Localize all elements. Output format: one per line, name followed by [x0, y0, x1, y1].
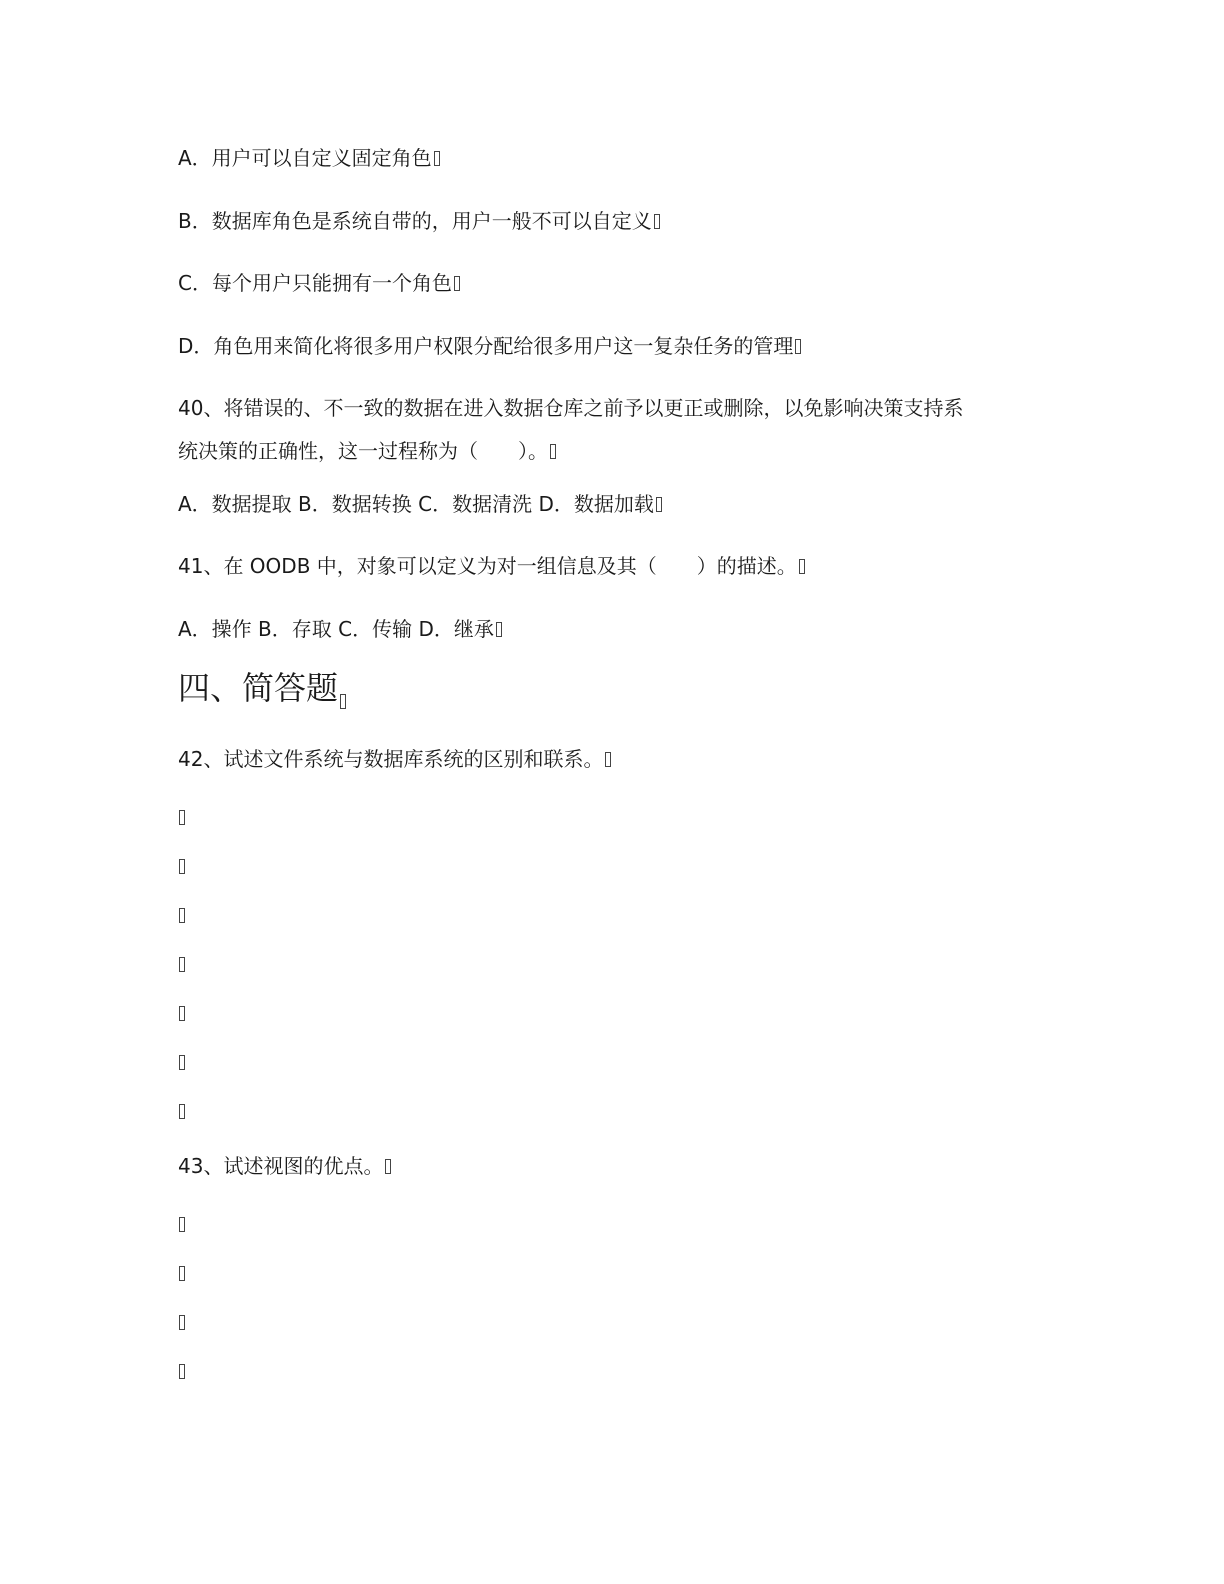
q39-option-b: B．数据库角色是系统自带的，用户一般不可以自定义 [178, 207, 660, 235]
q39-option-a: A．用户可以自定义固定角色 [178, 144, 440, 172]
paragraph-mark-icon [454, 276, 460, 291]
paragraph-mark-icon [799, 559, 805, 574]
paragraph-mark-icon [434, 151, 440, 166]
q39-option-c: C．每个用户只能拥有一个角色 [178, 269, 460, 297]
paragraph-mark-icon [496, 622, 502, 637]
paragraph-mark-icon [340, 694, 346, 709]
q41-stem: 41、在 OODB 中，对象可以定义为对一组信息及其（ ）的描述。 [178, 552, 805, 580]
empty-paragraph-mark-icon [179, 1055, 185, 1070]
q40-stem-line1: 40、将错误的、不一致的数据在进入数据仓库之前予以更正或删除，以免影响决策支持系 [178, 396, 964, 420]
q41-options: A．操作 B．存取 C．传输 D．继承 [178, 615, 502, 643]
empty-paragraph-mark-icon [179, 1217, 185, 1232]
paragraph-mark-icon [654, 214, 660, 229]
q40-stem-line2: 统决策的正确性，这一过程称为（ ）。 [178, 437, 556, 465]
paragraph-mark-icon [656, 497, 662, 512]
empty-paragraph-mark-icon [179, 1006, 185, 1021]
empty-paragraph-mark-icon [179, 1266, 185, 1281]
q42-stem: 42、试述文件系统与数据库系统的区别和联系。 [178, 745, 611, 773]
paragraph-mark-icon [795, 339, 801, 354]
empty-paragraph-mark-icon [179, 908, 185, 923]
paragraph-mark-icon [385, 1159, 391, 1174]
q39-option-d: D．角色用来简化将很多用户权限分配给很多用户这一复杂任务的管理 [178, 332, 801, 360]
empty-paragraph-mark-icon [179, 1104, 185, 1119]
q43-stem: 43、试述视图的优点。 [178, 1152, 391, 1180]
empty-paragraph-mark-icon [179, 1315, 185, 1330]
empty-paragraph-mark-icon [179, 957, 185, 972]
empty-paragraph-mark-icon [179, 859, 185, 874]
empty-paragraph-mark-icon [179, 1364, 185, 1379]
empty-paragraph-mark-icon [179, 810, 185, 825]
q40-options: A．数据提取 B．数据转换 C．数据清洗 D．数据加载 [178, 490, 662, 518]
paragraph-mark-icon [605, 752, 611, 767]
section-heading: 四、简答题 [178, 668, 346, 709]
paragraph-mark-icon [550, 444, 556, 459]
